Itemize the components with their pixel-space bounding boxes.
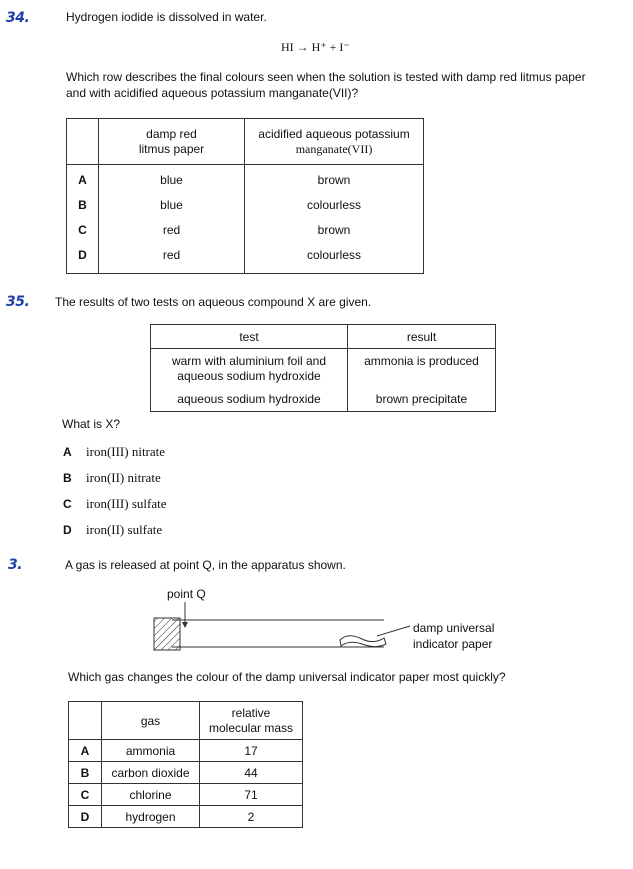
q35-option-a-letter: A bbox=[63, 445, 72, 459]
q36-row-d-letter: D bbox=[69, 806, 102, 828]
q36-row-b-gas: carbon dioxide bbox=[102, 762, 200, 784]
q34-question-line2: and with acidified aqueous potassium manganate(VII)? bbox=[66, 86, 359, 100]
q34-row-b-manganate: colourless bbox=[306, 198, 362, 212]
q35-result-cell bbox=[348, 349, 496, 412]
q34-row-a-manganate: brown bbox=[317, 173, 351, 187]
q35-test-cell bbox=[151, 349, 348, 412]
q36-row-c bbox=[69, 784, 303, 806]
indicator-paper bbox=[340, 636, 386, 647]
q35-header-test: test bbox=[151, 325, 348, 349]
q35-option-a-text: iron(III) nitrate bbox=[86, 444, 166, 459]
q35-results-table bbox=[150, 324, 496, 412]
q35-option-d-letter: D bbox=[63, 523, 72, 537]
q34-header-manganate-line2: manganate(VII) bbox=[295, 141, 373, 156]
q36-row-b-letter: B bbox=[69, 762, 102, 784]
q34-row-c-manganate: brown bbox=[317, 223, 351, 237]
q34-row-b-letter: B bbox=[78, 198, 87, 212]
q36-row-a-letter: A bbox=[69, 740, 102, 762]
q35-header-result: result bbox=[348, 325, 496, 349]
q36-header-gas: gas bbox=[102, 702, 200, 740]
q36-row-c-mass: 71 bbox=[200, 784, 303, 806]
q34-body-row bbox=[67, 165, 424, 274]
q35-body-row bbox=[151, 349, 496, 412]
q36-row-a-gas: ammonia bbox=[102, 740, 200, 762]
q34-row-c-letter: C bbox=[78, 223, 87, 237]
q35-test1-line2: aqueous sodium hydroxide bbox=[177, 369, 321, 383]
q36-header-blank bbox=[69, 702, 102, 740]
q34-row-a-litmus: blue bbox=[160, 173, 183, 187]
q34-header-litmus bbox=[99, 119, 245, 165]
q34-manganate-cell bbox=[245, 165, 424, 274]
q36-row-b-mass: 44 bbox=[200, 762, 303, 784]
q36-header-mass bbox=[200, 702, 303, 740]
q34-litmus-cell bbox=[99, 165, 245, 274]
q35-option-c-text: iron(III) sulfate bbox=[86, 496, 167, 511]
q35-question: What is X? bbox=[62, 417, 121, 431]
q34-header-blank bbox=[67, 119, 99, 165]
q34-letters-cell bbox=[67, 165, 99, 274]
q36-intro: A gas is released at point Q, in the apparatus shown. bbox=[65, 558, 346, 572]
q36-label-point-q: point Q bbox=[167, 587, 206, 601]
q34-row-b-litmus: blue bbox=[160, 198, 183, 212]
q36-question: Which gas changes the colour of the damp universal indicator paper most quickly? bbox=[68, 670, 506, 684]
q36-row-d-mass: 2 bbox=[200, 806, 303, 828]
q36-label-paper-line2: indicator paper bbox=[413, 637, 493, 651]
q35-test1-line1: warm with aluminium foil and bbox=[171, 354, 327, 368]
q35-result2: brown precipitate bbox=[375, 392, 468, 406]
q36-label-paper-line1: damp universal bbox=[413, 621, 495, 635]
q34-row-d-litmus: red bbox=[162, 248, 181, 262]
q36-apparatus-diagram bbox=[140, 600, 420, 656]
q34-answer-table bbox=[66, 118, 424, 274]
q36-row-a bbox=[69, 740, 303, 762]
question-number-35: 35. bbox=[6, 294, 30, 310]
q34-equation: HI → H⁺ + I⁻ bbox=[281, 40, 350, 54]
point-q-arrow-head bbox=[182, 622, 188, 628]
q36-row-d-gas: hydrogen bbox=[102, 806, 200, 828]
q35-option-c-letter: C bbox=[63, 497, 72, 511]
q34-row-d-letter: D bbox=[78, 248, 87, 262]
q36-row-c-letter: C bbox=[69, 784, 102, 806]
q35-intro: The results of two tests on aqueous compound X are given. bbox=[55, 295, 372, 309]
q36-gas-table bbox=[68, 701, 303, 828]
question-number-36: 3. bbox=[8, 557, 23, 573]
q36-row-a-mass: 17 bbox=[200, 740, 303, 762]
q34-row-d-manganate: colourless bbox=[306, 248, 362, 262]
q34-header-litmus-line2: litmus paper bbox=[138, 141, 205, 156]
stopper-plug bbox=[154, 618, 180, 650]
q34-question-line1: Which row describes the final colours seen when the solution is tested with damp red litmus paper bbox=[66, 70, 586, 84]
q34-header-manganate-line1: acidified aqueous potassium bbox=[258, 126, 410, 141]
question-number-34: 34. bbox=[6, 10, 30, 26]
q34-header-litmus-line1: damp red bbox=[146, 126, 197, 141]
q36-row-d bbox=[69, 806, 303, 828]
q36-header-mass-line1: relative bbox=[231, 705, 271, 720]
q35-test2: aqueous sodium hydroxide bbox=[177, 392, 321, 406]
q35-result1: ammonia is produced bbox=[364, 354, 479, 368]
q35-option-d-text: iron(II) sulfate bbox=[86, 522, 163, 537]
q34-row-a-letter: A bbox=[78, 173, 87, 187]
q34-header-manganate bbox=[245, 119, 424, 165]
q36-row-b bbox=[69, 762, 303, 784]
q36-row-c-gas: chlorine bbox=[102, 784, 200, 806]
q35-option-b-letter: B bbox=[63, 471, 72, 485]
q34-row-c-litmus: red bbox=[162, 223, 181, 237]
q34-intro: Hydrogen iodide is dissolved in water. bbox=[66, 10, 267, 24]
q36-header-mass-line2: molecular mass bbox=[208, 720, 294, 735]
q35-option-b-text: iron(II) nitrate bbox=[86, 470, 161, 485]
paper-pointer-line bbox=[377, 626, 410, 636]
